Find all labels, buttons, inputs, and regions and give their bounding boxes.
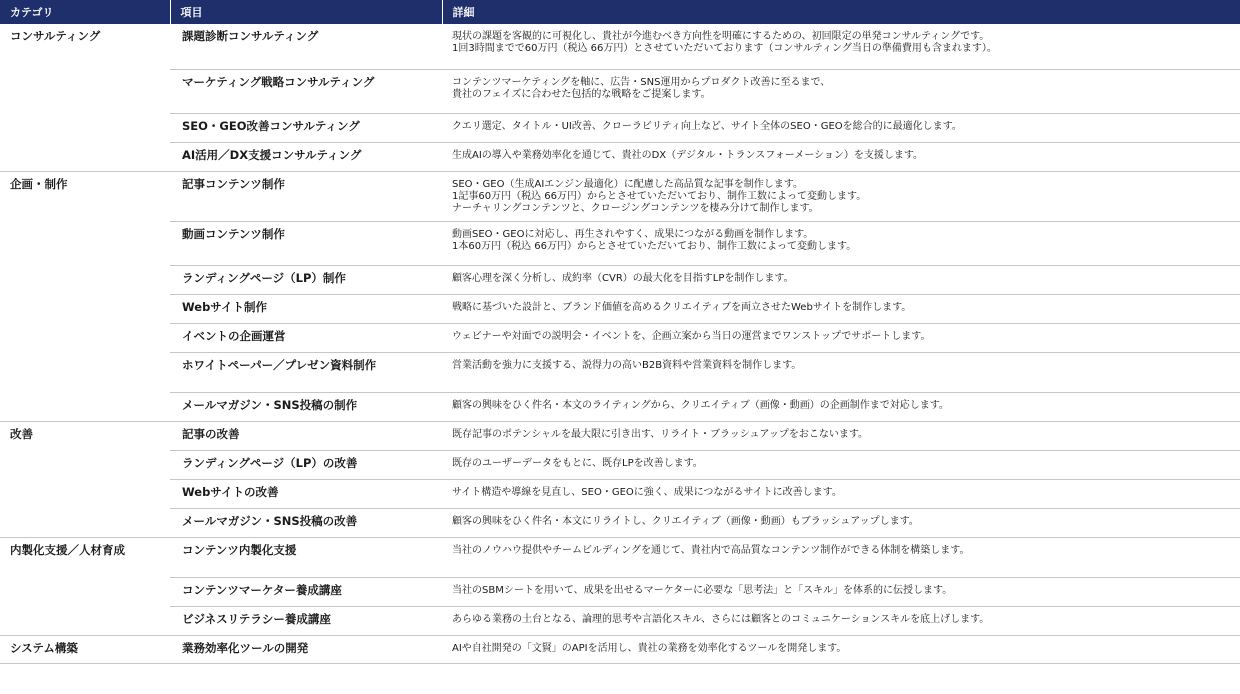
table-row xyxy=(0,69,1240,113)
header-category: カテゴリ xyxy=(0,0,170,24)
item-cell: 記事コンテンツ制作 xyxy=(170,171,442,221)
detail-cell xyxy=(442,69,1240,113)
detail-line: 現状の課題を客観的に可視化し、貴社が今進むべき方向性を明確にするための、初回限定の単発コンサルティングです。 xyxy=(452,31,990,42)
detail-line: 生成AIの導入や業務効率化を通じて、貴社のDX（デジタル・トランスフォーメーション）を支援します。 xyxy=(452,149,924,161)
table-row xyxy=(0,392,1240,421)
item-cell: AI活用／DX支援コンサルティング xyxy=(170,142,442,171)
item-cell: コンテンツマーケター養成講座 xyxy=(170,577,442,606)
detail-line: サイト構造や導線を見直し、SEO・GEOに強く、成果につながるサイトに改善します。 xyxy=(452,486,842,498)
detail-cell xyxy=(442,171,1240,221)
item-cell: 課題診断コンサルティング xyxy=(170,24,442,69)
category-cell xyxy=(0,69,170,113)
table-row xyxy=(0,142,1240,171)
category-cell xyxy=(0,265,170,294)
detail-cell xyxy=(442,537,1240,577)
detail-line: 1回3時間までで60万円（税込 66万円）とさせていただいております（コンサルティング当日の準備費用も含まれます）。 xyxy=(452,43,997,54)
detail-cell xyxy=(442,294,1240,323)
detail-line: 顧客の興味をひく件名・本文にリライトし、クリエイティブ（画像・動画）もブラッシュアップします。 xyxy=(452,515,919,527)
table-row xyxy=(0,421,1240,450)
item-cell: 業務効率化ツールの開発 xyxy=(170,635,442,663)
header-row xyxy=(0,0,1240,24)
category-cell xyxy=(0,294,170,323)
table-row xyxy=(0,508,1240,537)
item-cell: ランディングページ（LP）制作 xyxy=(170,265,442,294)
table-row xyxy=(0,294,1240,323)
table-row xyxy=(0,221,1240,265)
detail-line: SEO・GEO（生成AIエンジン最適化）に配慮した高品質な記事を制作します。 xyxy=(452,178,803,190)
detail-line: 戦略に基づいた設計と、ブランド価値を高めるクリエイティブを両立させたWebサイトを制作します。 xyxy=(452,301,912,313)
category-cell xyxy=(0,606,170,635)
detail-line: ウェビナーや対面での説明会・イベントを、企画立案から当日の運営までワンストップでサポートします。 xyxy=(452,330,931,342)
table-row xyxy=(0,450,1240,479)
detail-line: 1本60万円（税込 66万円）からとさせていただいており、制作工数によって変動します。 xyxy=(452,240,857,252)
detail-cell xyxy=(442,450,1240,479)
item-cell: ランディングページ（LP）の改善 xyxy=(170,450,442,479)
detail-cell xyxy=(442,24,1240,69)
detail-cell xyxy=(442,606,1240,635)
item-cell: メールマガジン・SNS投稿の改善 xyxy=(170,508,442,537)
detail-line: 既存のユーザーデータをもとに、既存LPを改善します。 xyxy=(452,457,703,469)
table-row xyxy=(0,171,1240,221)
detail-cell xyxy=(442,113,1240,142)
detail-cell xyxy=(442,352,1240,392)
detail-cell xyxy=(442,323,1240,352)
table-row xyxy=(0,479,1240,508)
table-row xyxy=(0,352,1240,392)
detail-cell xyxy=(442,635,1240,663)
detail-cell xyxy=(442,392,1240,421)
detail-line: 営業活動を強力に支援する、説得力の高いB2B資料や営業資料を制作します。 xyxy=(452,359,802,371)
detail-cell xyxy=(442,577,1240,606)
category-cell xyxy=(0,352,170,392)
item-cell: SEO・GEO改善コンサルティング xyxy=(170,113,442,142)
detail-cell xyxy=(442,221,1240,265)
category-cell xyxy=(0,577,170,606)
detail-line: 顧客の興味をひく件名・本文のライティングから、クリエイティブ（画像・動画）の企画制作まで対応します。 xyxy=(452,399,949,411)
category-cell xyxy=(0,479,170,508)
detail-cell xyxy=(442,508,1240,537)
category-cell xyxy=(0,142,170,171)
table-row xyxy=(0,537,1240,577)
category-cell xyxy=(0,392,170,421)
item-cell: 記事の改善 xyxy=(170,421,442,450)
detail-line: 動画SEO・GEOに対応し、再生されやすく、成果につながる動画を制作します。 xyxy=(452,228,814,240)
category-cell xyxy=(0,450,170,479)
category-cell xyxy=(0,323,170,352)
category-cell: システム構築 xyxy=(0,635,170,663)
item-cell: Webサイトの改善 xyxy=(170,479,442,508)
detail-cell xyxy=(442,142,1240,171)
category-cell xyxy=(0,508,170,537)
detail-line: 貴社のフェイズに合わせた包括的な戦略をご提案します。 xyxy=(452,88,711,100)
detail-line: 1記事60万円（税込 66万円）からとさせていただいており、制作工数によって変動します。 xyxy=(452,190,867,202)
table-row xyxy=(0,24,1240,69)
category-cell xyxy=(0,113,170,142)
category-cell: 改善 xyxy=(10,426,33,441)
table-row xyxy=(0,577,1240,606)
item-cell: 動画コンテンツ制作 xyxy=(170,221,442,265)
header-detail: 詳細 xyxy=(442,0,1240,24)
detail-line: 既存記事のポテンシャルを最大限に引き出す、リライト・ブラッシュアップをおこないます。 xyxy=(452,428,869,440)
table-row xyxy=(0,113,1240,142)
item-cell: Webサイト制作 xyxy=(170,294,442,323)
detail-cell xyxy=(442,265,1240,294)
item-cell: コンテンツ内製化支援 xyxy=(170,537,442,577)
detail-line: AIや自社開発の「文賢」のAPIを活用し、貴社の業務を効率化するツールを開発します。 xyxy=(452,642,847,654)
header-item: 項目 xyxy=(170,0,442,24)
detail-line: 当社のノウハウ提供やチームビルディングを通じて、貴社内で高品質なコンテンツ制作ができる体制を構築します。 xyxy=(452,544,970,556)
detail-cell xyxy=(442,479,1240,508)
item-cell: マーケティング戦略コンサルティング xyxy=(170,69,442,113)
item-cell: ホワイトペーパー／プレゼン資料制作 xyxy=(170,352,442,392)
category-cell: コンサルティング xyxy=(10,29,101,43)
item-cell: ビジネスリテラシー養成講座 xyxy=(170,606,442,635)
detail-line: 当社のSBMシートを用いて、成果を出せるマーケターに必要な「思考法」と「スキル」を体系的に伝授します。 xyxy=(452,584,953,596)
detail-cell xyxy=(442,421,1240,450)
detail-line: コンテンツマーケティングを軸に、広告・SNS運用からプロダクト改善に至るまで、 xyxy=(452,76,831,88)
item-cell: イベントの企画運営 xyxy=(170,323,442,352)
detail-line: あらゆる業務の土台となる、論理的思考や言語化スキル、さらには顧客とのコミュニケーションスキルを底上げします。 xyxy=(452,613,990,625)
detail-line: クエリ選定、タイトル・UI改善、クローラビリティ向上など、サイト全体のSEO・GEOを総合的に最適化します。 xyxy=(452,120,962,132)
item-cell: メールマガジン・SNS投稿の制作 xyxy=(170,392,442,421)
table-row xyxy=(0,606,1240,635)
category-cell: 内製化支援／人材育成 xyxy=(10,542,125,557)
category-cell xyxy=(0,221,170,265)
detail-line: ナーチャリングコンテンツと、クロージングコンテンツを棲み分けて制作します。 xyxy=(452,202,819,214)
detail-line: 顧客心理を深く分析し、成約率（CVR）の最大化を目指すLPを制作します。 xyxy=(452,272,794,284)
table-row xyxy=(0,323,1240,352)
table-row xyxy=(0,265,1240,294)
table-row xyxy=(0,635,1240,663)
category-cell: 企画・制作 xyxy=(10,176,68,191)
